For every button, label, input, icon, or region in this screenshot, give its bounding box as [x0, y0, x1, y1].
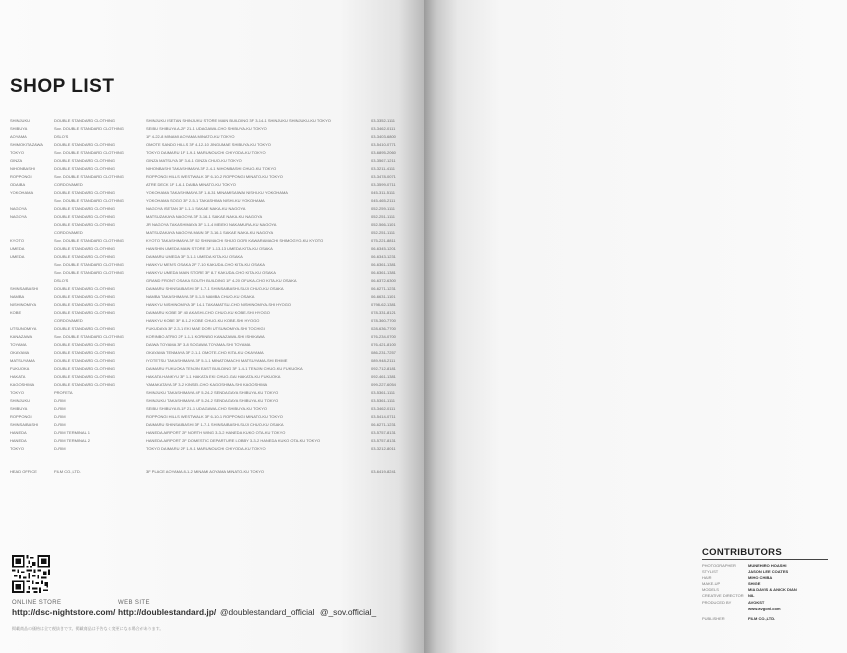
- shop-row: [10, 141, 416, 149]
- contributor-role: HAIR: [702, 575, 712, 581]
- shop-tel: 06-6631-1101: [371, 294, 396, 299]
- shop-address: DAIMARU UMEDA 3F 3-1-1 UMEDA KITA-KU OSAKA: [146, 254, 243, 259]
- shop-row: [10, 301, 416, 309]
- footer-labels: [12, 600, 150, 606]
- shop-name: DOUBLE STANDARD CLOTHING: [54, 246, 116, 251]
- shop-row: [10, 269, 416, 277]
- shop-name: DOUBLE STANDARD CLOTHING: [54, 374, 116, 379]
- contributor-role: CREATIVE DIRECTOR: [702, 593, 744, 599]
- shop-name: Sov. DOUBLE STANDARD CLOTHING: [54, 198, 124, 203]
- shop-address: HANEDA AIRPORT 2F NORTH WING 3-3-2 HANEDA KUKO OTA-KU TOKYO: [146, 430, 286, 435]
- shop-name: D-RIM: [54, 398, 66, 403]
- shop-name: DOUBLE STANDARD CLOTHING: [54, 214, 116, 219]
- shop-tel: 099-227-6054: [371, 382, 396, 387]
- shop-tel: 06-6343-1231: [371, 254, 396, 259]
- shop-area: ROPPONGI: [10, 174, 32, 179]
- contributor-role: MAKE-UP: [702, 581, 721, 587]
- shop-row: [10, 205, 416, 213]
- shop-row: [10, 165, 416, 173]
- shop-name: Sov. DOUBLE STANDARD CLOTHING: [54, 334, 124, 339]
- shop-tel: 03-3212-8011: [371, 446, 396, 451]
- qr-code: [12, 555, 50, 593]
- shop-row: [10, 213, 416, 221]
- shop-tel: 076-234-0700: [371, 334, 396, 339]
- shop-row: [10, 245, 416, 253]
- shop-tel: 03-3462-0111: [371, 126, 396, 131]
- shop-address: HANEDA AIRPORT 2F DOMESTIC DEPARTURE LOBBY 3-3-2 HANEDA KUKO OTA-KU TOKYO: [146, 438, 321, 443]
- shop-row: [10, 389, 416, 397]
- shop-tel: 03-3352-1111: [371, 118, 396, 123]
- instagram-handle-doublestandard[interactable]: @doublestandard_official: [220, 607, 315, 617]
- shop-area: SHINSAIBASHI: [10, 422, 39, 427]
- shop-area: HEAD OFFICE: [10, 469, 37, 474]
- shop-address: HANSHIN UMEDA MAIN STORE 3F 1-13-13 UMEDA KITA-KU OSAKA: [146, 246, 273, 251]
- contributor-row: [702, 612, 832, 622]
- shop-row: [10, 189, 416, 197]
- shop-address: NAGOYA ISETAN 3F 1-1-1 SAKAE NAKA-KU NAGOYA: [146, 206, 246, 211]
- contributors-title: CONTRIBUTORS: [702, 547, 782, 558]
- shop-name: DOUBLE STANDARD CLOTHING: [54, 166, 116, 171]
- shop-row: [10, 117, 416, 125]
- shop-area: UMEDA: [10, 246, 25, 251]
- website-label: WEB SITE: [118, 600, 150, 606]
- shop-tel: 045-311-5111: [371, 190, 396, 195]
- shop-address: SEIBU SHIBUYA A-2F 21-1 UDAGAWA-CHO SHIBUYA-KU TOKYO: [146, 126, 267, 131]
- shop-row: [10, 157, 416, 165]
- shop-row: [10, 125, 416, 133]
- shop-area: NAGOYA: [10, 206, 27, 211]
- contributor-name: MIHO CHIBA: [748, 575, 773, 581]
- shop-tel: 092-712-8181: [371, 366, 396, 371]
- shop-tel: 03-5361-1111: [371, 398, 396, 403]
- shop-row: [10, 365, 416, 373]
- shop-row: [10, 373, 416, 381]
- shop-area: UTSUNOMIYA: [10, 326, 37, 331]
- shop-area: HANEDA: [10, 438, 27, 443]
- shop-row: [10, 341, 416, 349]
- shop-address: YAMAKATAYA 3F 3-2 KINSEI-CHO KAGOSHIMA-SHI KAGOSHIMA: [146, 382, 268, 387]
- shop-row: [10, 277, 416, 285]
- shop-area: SHIBUYA: [10, 126, 28, 131]
- shop-address: ROPPONGI HILLS WESTWALK 3F 6-10-2 ROPPONGI MINATO-KU TOKYO: [146, 174, 283, 179]
- shop-address: ATRE DECK 1F 1-6-1 DAIBA MINATO-KU TOKYO: [146, 182, 236, 187]
- shop-row: [10, 325, 416, 333]
- shop-name: Sov. DOUBLE STANDARD CLOTHING: [54, 270, 124, 275]
- shop-area: AOYAMA: [10, 134, 27, 139]
- shop-tel: 03-3478-0071: [371, 174, 396, 179]
- shop-address: YOKOHAMA TAKASHIMAYA 3F 1-6-31 MINAMISAIWAI NISHI-KU YOKOHAMA: [146, 190, 288, 195]
- contributors-list: [702, 563, 832, 622]
- shop-address: OMOTE SANDO HILLS 3F 4-12-10 JINGUMAE SHIBUYA-KU TOKYO: [146, 142, 271, 147]
- shop-row: [10, 149, 416, 157]
- shop-address: DAIMARU SHINSAIBASHI 3F 1-7-1 SHINSAIBASHI-SUJI CHUO-KU OSAKA: [146, 286, 284, 291]
- shop-row: [10, 229, 416, 237]
- shop-address: JR NAGOYA TAKASHIMAYA 3F 1-1-4 MEIEKI NAKAMURA-KU NAGOYA: [146, 222, 277, 227]
- shop-area: SHINJUKU: [10, 118, 31, 123]
- shop-row: [10, 261, 416, 269]
- shop-tel: 06-6361-1381: [371, 270, 396, 275]
- shop-address: SHINJUKU ISETAN SHINJUKU STORE MAIN BUILDING 3F 3-14-1 SHINJUKU SHINJUKU-KU TOKYO: [146, 118, 331, 123]
- shop-name: Sov. DOUBLE STANDARD CLOTHING: [54, 238, 124, 243]
- shop-area: MATSUYAMA: [10, 358, 35, 363]
- shop-tel: 03-5361-1111: [371, 390, 396, 395]
- contributor-role: STYLIST: [702, 569, 719, 575]
- shop-address: KORINBO ATRIO 2F 1-1-1 KORINBO KANAZAWA-SHI ISHIKAWA: [146, 334, 265, 339]
- shop-name: DOUBLE STANDARD CLOTHING: [54, 158, 116, 163]
- shop-name: DOUBLE STANDARD CLOTHING: [54, 342, 116, 347]
- contributor-role: PUBLISHER: [702, 615, 725, 621]
- shop-name: DSLO'S: [54, 134, 69, 139]
- shop-address: 3F PLACE AOYAMA 8-1-2 MINAMI AOYAMA MINATO-KU TOKYO: [146, 469, 265, 474]
- shop-tel: 03-3567-1211: [371, 158, 396, 163]
- contributor-role: PRODUCED BY: [702, 599, 732, 605]
- shop-row: [10, 445, 416, 453]
- shop-tel: 089-948-2111: [371, 358, 396, 363]
- shop-tel: 028-636-7700: [371, 326, 396, 331]
- shop-name: D-RIM TERMINAL 1: [54, 430, 91, 435]
- shop-name: DOUBLE STANDARD CLOTHING: [54, 142, 116, 147]
- shop-address: DAIMARU FUKUOKA TENJIN EAST BUILDING 3F 1-4-1 TENJIN CHUO-KU FUKUOKA: [146, 366, 303, 371]
- shop-tel: 03-6419-8241: [371, 469, 396, 474]
- shop-tel: 052-251-1111: [371, 214, 396, 219]
- shop-address: GRAND FRONT OSAKA SOUTH BUILDING 1F 4-20 OFUKA-CHO KITA-KU OSAKA: [146, 278, 297, 283]
- shop-row: [10, 253, 416, 261]
- shop-address: SHINJUKU TAKASHIMAYA 4F 5-24-2 SENDAGAYA SHIBUYA-KU TOKYO: [146, 398, 279, 403]
- contributor-role: PHOTOGRAPHER: [702, 563, 736, 568]
- shop-row: [10, 285, 416, 293]
- contributor-name: JASON LEE COATES: [748, 569, 789, 575]
- shop-area: ROPPONGI: [10, 414, 32, 419]
- shop-row: [10, 421, 416, 429]
- shop-name: DSLO'S: [54, 278, 69, 283]
- contributor-name: SHIGE: [748, 581, 761, 587]
- shop-name: Sov. DOUBLE STANDARD CLOTHING: [54, 262, 124, 267]
- shop-address: HAKATA HANKYU 3F 1-1 HAKATA EKI CHUO-GAI HAKATA-KU FUKUOKA: [146, 374, 281, 379]
- shop-area: OKAYAMA: [10, 350, 30, 355]
- shop-row: [10, 349, 416, 357]
- shop-address: YOKOHAMA SOGO 3F 2-5-1 TAKASHIMA NISHI-KU YOKOHAMA: [146, 198, 265, 203]
- shop-row: [10, 413, 416, 421]
- contributor-name: MIA DAVIS & ANICK DIAN: [748, 587, 797, 593]
- shop-area: SHINJUKU: [10, 398, 31, 403]
- shop-name: DOUBLE STANDARD CLOTHING: [54, 190, 116, 195]
- shop-address: IYOTETSU TAKASHIMAYA 3F 5-1-1 MINATOMACHI MATSUYAMA-SHI EHIME: [146, 358, 288, 363]
- shop-row: [10, 221, 416, 229]
- shop-area: NAGOYA: [10, 214, 27, 219]
- shop-tel: 092-461-1381: [371, 374, 396, 379]
- shop-name: D-RIM: [54, 414, 66, 419]
- shop-row: [10, 173, 416, 181]
- shop-name: DOUBLE STANDARD CLOTHING: [54, 118, 116, 123]
- shop-area: SHIMOKITAZAWA: [10, 142, 43, 147]
- website-link[interactable]: http://doublestandard.jp/: [118, 607, 217, 617]
- contributor-name: FILM CO.,LTD.: [748, 615, 776, 621]
- shop-name: CORDOVAMED: [54, 318, 83, 323]
- shop-row: [10, 197, 416, 205]
- shop-name: D-RIM: [54, 446, 66, 451]
- instagram-handle-sov[interactable]: @_sov.official_: [320, 607, 377, 617]
- shop-row: [10, 333, 416, 341]
- shop-address: KYOTO TAKASHIMAYA 3F 52 SHINMACHI SHIJO DORI KAWARAMACHI SHIMOGYO-KU KYOTO: [146, 238, 324, 243]
- shop-area: TOYAMA: [10, 342, 27, 347]
- shop-row: [10, 405, 416, 413]
- shop-tel: 06-6271-1231: [371, 422, 396, 427]
- shop-tel: 052-251-1111: [371, 230, 396, 235]
- shop-area: KANAZAWA: [10, 334, 33, 339]
- shop-name: DOUBLE STANDARD CLOTHING: [54, 286, 116, 291]
- shop-tel: 076-421-8100: [371, 342, 396, 347]
- shop-name: DOUBLE STANDARD CLOTHING: [54, 326, 116, 331]
- shop-tel: 06-6372-6300: [371, 278, 396, 283]
- shop-area: UMEDA: [10, 254, 25, 259]
- shop-name: Sov. DOUBLE STANDARD CLOTHING: [54, 174, 124, 179]
- shop-row: [10, 381, 416, 389]
- shop-name: DOUBLE STANDARD CLOTHING: [54, 350, 116, 355]
- shop-address: HANKYU KOBE 3F 8-1-2 KOBE CHUO-KU KOBE-SHI HYOGO: [146, 318, 260, 323]
- shop-address: TOKYO DAIMARU 1F 1-9-1 MARUNOUCHI CHIYODA-KU TOKYO: [146, 150, 266, 155]
- shop-row: [10, 181, 416, 189]
- shop-row: [10, 397, 416, 405]
- shop-area: SHINSAIBASHI: [10, 286, 39, 291]
- shop-address: OKAYAMA TENMAYA 3F 2-1-1 OMOTE-CHO KITA-KU OKAYAMA: [146, 350, 264, 355]
- contributor-name: AVOKST: [748, 599, 765, 605]
- shop-name: D-RIM TERMINAL 2: [54, 438, 91, 443]
- shop-area: TOKYO: [10, 390, 24, 395]
- shop-tel: 06-6271-1231: [371, 286, 396, 291]
- shop-area: KAGOSHIMA: [10, 382, 35, 387]
- shop-area: HANEDA: [10, 430, 27, 435]
- shop-name: D-RIM: [54, 406, 66, 411]
- shop-address: HANKYU NISHINOMIYA 3F 14-1 TAKAMATSU-CHO NISHINOMIYA-SHI HYOGO: [146, 302, 291, 307]
- shop-area: NISHINOMIYA: [10, 302, 37, 307]
- shop-name: Sov. DOUBLE STANDARD CLOTHING: [54, 150, 124, 155]
- shop-row: [10, 357, 416, 365]
- shop-tel: 03-3462-0111: [371, 406, 396, 411]
- shop-address: HANKYU MEN'S OSAKA 2F 7-10 KAKUDA-CHO KITA-KU OSAKA: [146, 262, 265, 267]
- shop-row: [10, 437, 416, 445]
- shop-name: DOUBLE STANDARD CLOTHING: [54, 222, 116, 227]
- shop-name: DOUBLE STANDARD CLOTHING: [54, 382, 116, 387]
- shop-address: ROPPONGI HILLS WESTWALK 3F 6-10-1 ROPPONGI MINATO-KU TOKYO: [146, 414, 283, 419]
- shop-area: TOKYO: [10, 446, 24, 451]
- shop-tel: 03-5410-0771: [371, 142, 396, 147]
- shop-name: DOUBLE STANDARD CLOTHING: [54, 254, 116, 259]
- shop-row: [10, 317, 416, 325]
- shop-tel: 075-221-8811: [371, 238, 396, 243]
- shop-tel: 03-5757-8131: [371, 430, 396, 435]
- online-store-link[interactable]: http://dsc-nightstore.com/: [12, 607, 116, 617]
- shop-name: DOUBLE STANDARD CLOTHING: [54, 294, 116, 299]
- shop-area: ODAIBA: [10, 182, 26, 187]
- shop-address: NAMBA TAKASHIMAYA 3F 5-1-5 NAMBA CHUO-KU OSAKA: [146, 294, 255, 299]
- shop-row: [10, 309, 416, 317]
- shop-tel: 03-5414-0711: [371, 414, 396, 419]
- shop-area: GINZA: [10, 158, 23, 163]
- shop-address: SHINJUKU TAKASHIMAYA 4F 5-24-2 SENDAGAYA SHIBUYA-KU TOKYO: [146, 390, 279, 395]
- shop-tel: 078-360-7700: [371, 318, 396, 323]
- shop-area: KYOTO: [10, 238, 24, 243]
- contributor-name: NIL: [748, 593, 755, 599]
- shop-area: HAKATA: [10, 374, 26, 379]
- shop-row: [10, 453, 416, 468]
- shop-area: KOBE: [10, 310, 22, 315]
- shop-row: [10, 133, 416, 141]
- contributor-name: www.avgoni.com: [748, 605, 781, 611]
- shop-address: 1F 4-22-8 MINAMI AOYAMA MINATO-KU TOKYO: [146, 134, 235, 139]
- shop-address: SEIBU SHIBUYA B-1F 21-1 UDAGAWA-CHO SHIBUYA-KU TOKYO: [146, 406, 267, 411]
- shop-list-table: [10, 117, 416, 476]
- shop-tel: 052-259-1111: [371, 206, 396, 211]
- shop-area: NAMBA: [10, 294, 25, 299]
- shop-name: CORDOVAMED: [54, 230, 83, 235]
- shop-address: DAIWA TOYAMA 3F 3-8 SOGAWA TOYAMA-SHI TOYAMA: [146, 342, 251, 347]
- shop-name: DOUBLE STANDARD CLOTHING: [54, 310, 116, 315]
- shop-area: TOKYO: [10, 150, 24, 155]
- shop-name: DOUBLE STANDARD CLOTHING: [54, 302, 116, 307]
- shop-name: FILM CO.,LTD.: [54, 469, 81, 474]
- shop-area: SHIBUYA: [10, 406, 28, 411]
- shop-tel: 052-566-1101: [371, 222, 396, 227]
- shop-address: MATSUZAKAYA NAGOYA 3F 3-16-1 SAKAE NAKA-KU NAGOYA: [146, 214, 263, 219]
- shop-address: MATSUZAKAYA NAGOYA MAIN 3F 3-16-1 SAKAE NAKA-KU NAGOYA: [146, 230, 274, 235]
- contributors-divider: [702, 559, 828, 560]
- shop-row: [10, 429, 416, 437]
- shop-row: [10, 237, 416, 245]
- shop-name: D-RIM: [54, 422, 66, 427]
- shop-tel: 03-3599-0711: [371, 182, 396, 187]
- shop-tel: 06-6361-1381: [371, 262, 396, 267]
- shop-address: HANKYU UMEDA MAIN STORE 3F 8-7 KAKUDA-CHO KITA-KU OSAKA: [146, 270, 276, 275]
- right-page: [424, 0, 847, 653]
- shop-name: DOUBLE STANDARD CLOTHING: [54, 358, 116, 363]
- shop-tel: 06-6345-1201: [371, 246, 396, 251]
- contributor-role: MODELS: [702, 587, 719, 593]
- shop-address: DAIMARU SHINSAIBASHI 3F 1-7-1 SHINSAIBASHI-SUJI CHUO-KU OSAKA: [146, 422, 284, 427]
- shop-row: [10, 468, 416, 476]
- shop-area: NIHONBASHI: [10, 166, 35, 171]
- price-notice: 掲載商品の価格は全て税抜きです。掲載商品は予告なく変更になる場合があります。: [12, 626, 164, 631]
- shop-tel: 086-231-7257: [371, 350, 396, 355]
- shop-address: TOKYO DAIMARU 2F 1-9-1 MARUNOUCHI CHIYODA-KU TOKYO: [146, 446, 266, 451]
- shop-tel: 03-3403-6800: [371, 134, 396, 139]
- shop-name: DOUBLE STANDARD CLOTHING: [54, 366, 116, 371]
- shop-name: PROFETA: [54, 390, 73, 395]
- shop-address: FUKUDAYA 3F 2-3-1 EKI MAE DORI UTSUNOMIYA-SHI TOCHIGI: [146, 326, 265, 331]
- shop-tel: 045-465-2111: [371, 198, 396, 203]
- shop-area: FUKUOKA: [10, 366, 30, 371]
- shop-address: NIHONBASHI TAKASHIMAYA 3F 2-4-1 NIHONBASHI CHUO-KU TOKYO: [146, 166, 277, 171]
- shop-row: [10, 293, 416, 301]
- contributor-name: MUNEHIRO HOASHI: [748, 563, 787, 568]
- shop-address: DAIMARU KOBE 3F 40 AKASHI-CHO CHUO-KU KOBE-SHI HYOGO: [146, 310, 270, 315]
- shop-name: CORDOVAMED: [54, 182, 83, 187]
- shop-tel: 03-6895-2060: [371, 150, 396, 155]
- shop-tel: 0798-62-1381: [371, 302, 396, 307]
- online-store-label: ONLINE STORE: [12, 600, 62, 606]
- shop-name: Sov. DOUBLE STANDARD CLOTHING: [54, 126, 124, 131]
- shop-tel: 078-331-8121: [371, 310, 396, 315]
- shop-tel: 03-3211-4111: [371, 166, 396, 171]
- shop-tel: 03-5757-8131: [371, 438, 396, 443]
- shop-area: YOKOHAMA: [10, 190, 34, 195]
- shop-name: DOUBLE STANDARD CLOTHING: [54, 206, 116, 211]
- page-title: SHOP LIST: [10, 76, 115, 97]
- shop-address: GINZA MATSUYA 3F 3-6-1 GINZA CHUO-KU TOKYO: [146, 158, 242, 163]
